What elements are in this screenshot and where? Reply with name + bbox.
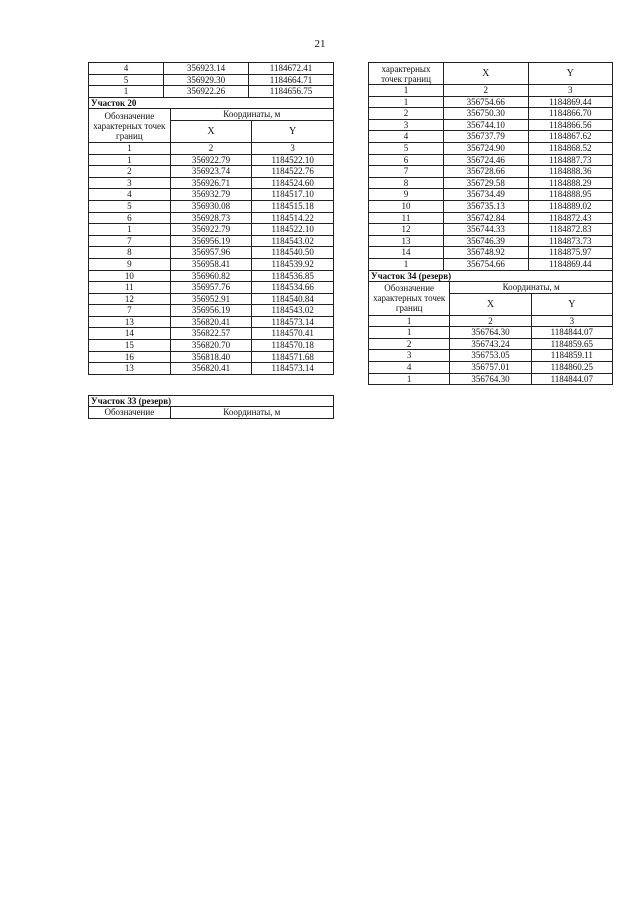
x-coordinate: 356820.41 xyxy=(170,316,252,328)
x-coordinate: 356746.39 xyxy=(444,235,529,247)
column-number: 3 xyxy=(528,85,613,97)
point-number: 12 xyxy=(369,224,444,236)
y-coordinate: 1184844.07 xyxy=(531,327,612,339)
designation-header: Обозначение характерных точек границ xyxy=(89,109,171,143)
y-coordinate: 1184514.22 xyxy=(252,212,334,224)
point-number: 1 xyxy=(369,327,450,339)
table-row xyxy=(369,212,613,224)
designation-header: характерных точек границ xyxy=(369,63,444,85)
table-row xyxy=(89,177,334,189)
page-number: 21 xyxy=(314,38,326,50)
x-coordinate: 356926.71 xyxy=(170,177,252,189)
y-coordinate: 1184664.71 xyxy=(249,74,334,86)
table-row xyxy=(369,189,613,201)
table-row xyxy=(369,350,613,362)
point-number: 11 xyxy=(89,282,171,294)
point-number: 5 xyxy=(369,142,444,154)
table-row xyxy=(369,108,613,120)
point-number: 3 xyxy=(369,119,444,131)
y-header: Y xyxy=(528,63,613,85)
point-number: 10 xyxy=(89,270,171,282)
point-number: 1 xyxy=(89,224,171,236)
point-number: 4 xyxy=(89,63,164,75)
x-coordinate: 356922.26 xyxy=(164,86,249,98)
x-coordinate: 356764.30 xyxy=(450,373,531,385)
point-number: 4 xyxy=(369,362,450,374)
y-coordinate: 1184517.10 xyxy=(252,189,334,201)
point-number: 6 xyxy=(89,212,171,224)
x-coordinate: 356754.66 xyxy=(444,258,529,270)
point-number: 3 xyxy=(89,177,171,189)
x-coordinate: 356922.79 xyxy=(170,154,252,166)
x-coordinate: 356743.24 xyxy=(450,338,531,350)
y-coordinate: 1184866.56 xyxy=(528,119,613,131)
point-number: 11 xyxy=(369,212,444,224)
point-number: 13 xyxy=(89,363,171,375)
point-number: 2 xyxy=(369,338,450,350)
point-number: 4 xyxy=(369,131,444,143)
y-coordinate: 1184543.02 xyxy=(252,305,334,317)
x-coordinate: 356932.79 xyxy=(170,189,252,201)
coordinates-table-continuation xyxy=(88,62,334,98)
x-coordinate: 356744.10 xyxy=(444,119,529,131)
table-row xyxy=(89,363,334,375)
y-coordinate: 1184524.60 xyxy=(252,177,334,189)
point-number: 9 xyxy=(369,189,444,201)
plot-33-table-start xyxy=(88,395,334,419)
x-coordinate: 356750.30 xyxy=(444,108,529,120)
y-coordinate: 1184869.44 xyxy=(528,258,613,270)
y-coordinate: 1184522.10 xyxy=(252,224,334,236)
table-row xyxy=(369,96,613,108)
column-number: 1 xyxy=(89,142,171,154)
x-coordinate: 356956.19 xyxy=(170,305,252,317)
y-header: Y xyxy=(252,120,334,142)
column-number: 1 xyxy=(369,85,444,97)
table-row xyxy=(369,327,613,339)
table-row xyxy=(89,235,334,247)
y-coordinate: 1184540.50 xyxy=(252,247,334,259)
column-number: 2 xyxy=(444,85,529,97)
plot-20-title: Участок 20 xyxy=(89,97,334,109)
x-coordinate: 356744.33 xyxy=(444,224,529,236)
point-number: 5 xyxy=(89,74,164,86)
y-coordinate: 1184522.76 xyxy=(252,166,334,178)
y-coordinate: 1184888.36 xyxy=(528,166,613,178)
y-coordinate: 1184539.92 xyxy=(252,258,334,270)
y-coordinate: 1184570.18 xyxy=(252,340,334,352)
x-coordinate: 356923.74 xyxy=(170,166,252,178)
y-coordinate: 1184887.73 xyxy=(528,154,613,166)
table-row xyxy=(89,282,334,294)
table-row xyxy=(89,247,334,259)
column-number: 1 xyxy=(369,315,450,327)
point-number: 2 xyxy=(369,108,444,120)
x-coordinate: 356728.66 xyxy=(444,166,529,178)
x-header: X xyxy=(450,293,531,315)
x-coordinate: 356956.19 xyxy=(170,235,252,247)
point-number: 15 xyxy=(89,340,171,352)
y-coordinate: 1184873.73 xyxy=(528,235,613,247)
x-coordinate: 356960.82 xyxy=(170,270,252,282)
table-row xyxy=(89,63,334,75)
y-coordinate: 1184866.70 xyxy=(528,108,613,120)
x-coordinate: 356724.90 xyxy=(444,142,529,154)
x-coordinate: 356957.76 xyxy=(170,282,252,294)
y-coordinate: 1184888.29 xyxy=(528,177,613,189)
coordinates-header: Координаты, м xyxy=(170,407,333,419)
y-coordinate: 1184872.83 xyxy=(528,224,613,236)
point-number: 7 xyxy=(89,235,171,247)
column-number: 2 xyxy=(170,142,252,154)
y-coordinate: 1184522.10 xyxy=(252,154,334,166)
x-coordinate: 356818.40 xyxy=(170,351,252,363)
column-number: 2 xyxy=(450,315,531,327)
x-coordinate: 356958.41 xyxy=(170,258,252,270)
x-coordinate: 356930.08 xyxy=(170,200,252,212)
y-coordinate: 1184875.97 xyxy=(528,247,613,259)
table-row xyxy=(369,258,613,270)
y-coordinate: 1184571.68 xyxy=(252,351,334,363)
table-row xyxy=(89,270,334,282)
table-row xyxy=(369,373,613,385)
x-coordinate: 356742.84 xyxy=(444,212,529,224)
y-coordinate: 1184859.65 xyxy=(531,338,612,350)
table-row xyxy=(89,328,334,340)
table-row xyxy=(89,224,334,236)
point-number: 13 xyxy=(369,235,444,247)
y-coordinate: 1184888.95 xyxy=(528,189,613,201)
x-coordinate: 356820.41 xyxy=(170,363,252,375)
y-coordinate: 1184859.11 xyxy=(531,350,612,362)
x-coordinate: 356754.66 xyxy=(444,96,529,108)
point-number: 6 xyxy=(369,154,444,166)
coordinates-header: Координаты, м xyxy=(170,109,333,121)
point-number: 2 xyxy=(89,166,171,178)
point-number: 1 xyxy=(369,96,444,108)
table-row xyxy=(369,338,613,350)
table-row xyxy=(369,362,613,374)
table-row xyxy=(369,177,613,189)
y-coordinate: 1184573.14 xyxy=(252,363,334,375)
table-row xyxy=(369,131,613,143)
left-column xyxy=(88,62,334,419)
point-number: 14 xyxy=(369,247,444,259)
point-number: 4 xyxy=(89,189,171,201)
table-row xyxy=(89,166,334,178)
y-coordinate: 1184867.62 xyxy=(528,131,613,143)
plot-20-table xyxy=(88,97,334,375)
x-coordinate: 356820.70 xyxy=(170,340,252,352)
plot-34-title: Участок 34 (резерв) xyxy=(369,270,613,282)
table-row xyxy=(89,305,334,317)
y-coordinate: 1184844.07 xyxy=(531,373,612,385)
y-coordinate: 1184540.84 xyxy=(252,293,334,305)
x-coordinate: 356729.58 xyxy=(444,177,529,189)
table-row xyxy=(369,119,613,131)
point-number: 1 xyxy=(89,86,164,98)
plot-34-table xyxy=(368,270,613,386)
x-header: X xyxy=(444,63,529,85)
table-row xyxy=(369,224,613,236)
table-row xyxy=(89,293,334,305)
point-number: 12 xyxy=(89,293,171,305)
designation-header: Обозначение xyxy=(89,407,171,419)
point-number: 9 xyxy=(89,258,171,270)
x-coordinate: 356764.30 xyxy=(450,327,531,339)
point-number: 1 xyxy=(369,258,444,270)
point-number: 3 xyxy=(369,350,450,362)
y-coordinate: 1184868.52 xyxy=(528,142,613,154)
designation-header: Обозначение характерных точек границ xyxy=(369,282,450,316)
y-coordinate: 1184515.18 xyxy=(252,200,334,212)
plot-33-table-continuation xyxy=(368,62,613,271)
x-coordinate: 356822.57 xyxy=(170,328,252,340)
point-number: 8 xyxy=(89,247,171,259)
table-row xyxy=(89,316,334,328)
table-row xyxy=(89,86,334,98)
x-coordinate: 356952.91 xyxy=(170,293,252,305)
x-coordinate: 356735.13 xyxy=(444,200,529,212)
y-coordinate: 1184656.75 xyxy=(249,86,334,98)
x-coordinate: 356757.01 xyxy=(450,362,531,374)
table-row xyxy=(89,154,334,166)
y-coordinate: 1184570.41 xyxy=(252,328,334,340)
y-coordinate: 1184860.25 xyxy=(531,362,612,374)
x-coordinate: 356929.30 xyxy=(164,74,249,86)
point-number: 8 xyxy=(369,177,444,189)
right-column xyxy=(368,62,613,385)
table-row xyxy=(369,247,613,259)
table-row xyxy=(89,200,334,212)
y-coordinate: 1184543.02 xyxy=(252,235,334,247)
coordinates-header: Координаты, м xyxy=(450,282,613,294)
y-coordinate: 1184869.44 xyxy=(528,96,613,108)
x-coordinate: 356737.79 xyxy=(444,131,529,143)
column-number: 3 xyxy=(531,315,612,327)
table-row xyxy=(369,154,613,166)
x-coordinate: 356957.96 xyxy=(170,247,252,259)
y-coordinate: 1184534.66 xyxy=(252,282,334,294)
x-coordinate: 356928.73 xyxy=(170,212,252,224)
y-coordinate: 1184872.43 xyxy=(528,212,613,224)
point-number: 13 xyxy=(89,316,171,328)
table-row xyxy=(89,258,334,270)
table-row xyxy=(89,351,334,363)
x-coordinate: 356734.49 xyxy=(444,189,529,201)
table-row xyxy=(89,212,334,224)
table-row xyxy=(89,340,334,352)
x-header: X xyxy=(170,120,252,142)
point-number: 7 xyxy=(89,305,171,317)
x-coordinate: 356724.46 xyxy=(444,154,529,166)
x-coordinate: 356922.79 xyxy=(170,224,252,236)
table-row xyxy=(369,200,613,212)
table-row xyxy=(369,235,613,247)
point-number: 5 xyxy=(89,200,171,212)
table-row xyxy=(369,166,613,178)
point-number: 1 xyxy=(369,373,450,385)
point-number: 14 xyxy=(89,328,171,340)
y-coordinate: 1184573.14 xyxy=(252,316,334,328)
y-coordinate: 1184536.85 xyxy=(252,270,334,282)
y-coordinate: 1184889.02 xyxy=(528,200,613,212)
point-number: 10 xyxy=(369,200,444,212)
point-number: 1 xyxy=(89,154,171,166)
y-header: Y xyxy=(531,293,612,315)
y-coordinate: 1184672.41 xyxy=(249,63,334,75)
table-row xyxy=(89,189,334,201)
table-row xyxy=(89,74,334,86)
column-number: 3 xyxy=(252,142,334,154)
point-number: 16 xyxy=(89,351,171,363)
x-coordinate: 356748.92 xyxy=(444,247,529,259)
x-coordinate: 356753.05 xyxy=(450,350,531,362)
x-coordinate: 356923.14 xyxy=(164,63,249,75)
plot-33-title: Участок 33 (резерв) xyxy=(89,395,334,407)
table-row xyxy=(369,142,613,154)
point-number: 7 xyxy=(369,166,444,178)
